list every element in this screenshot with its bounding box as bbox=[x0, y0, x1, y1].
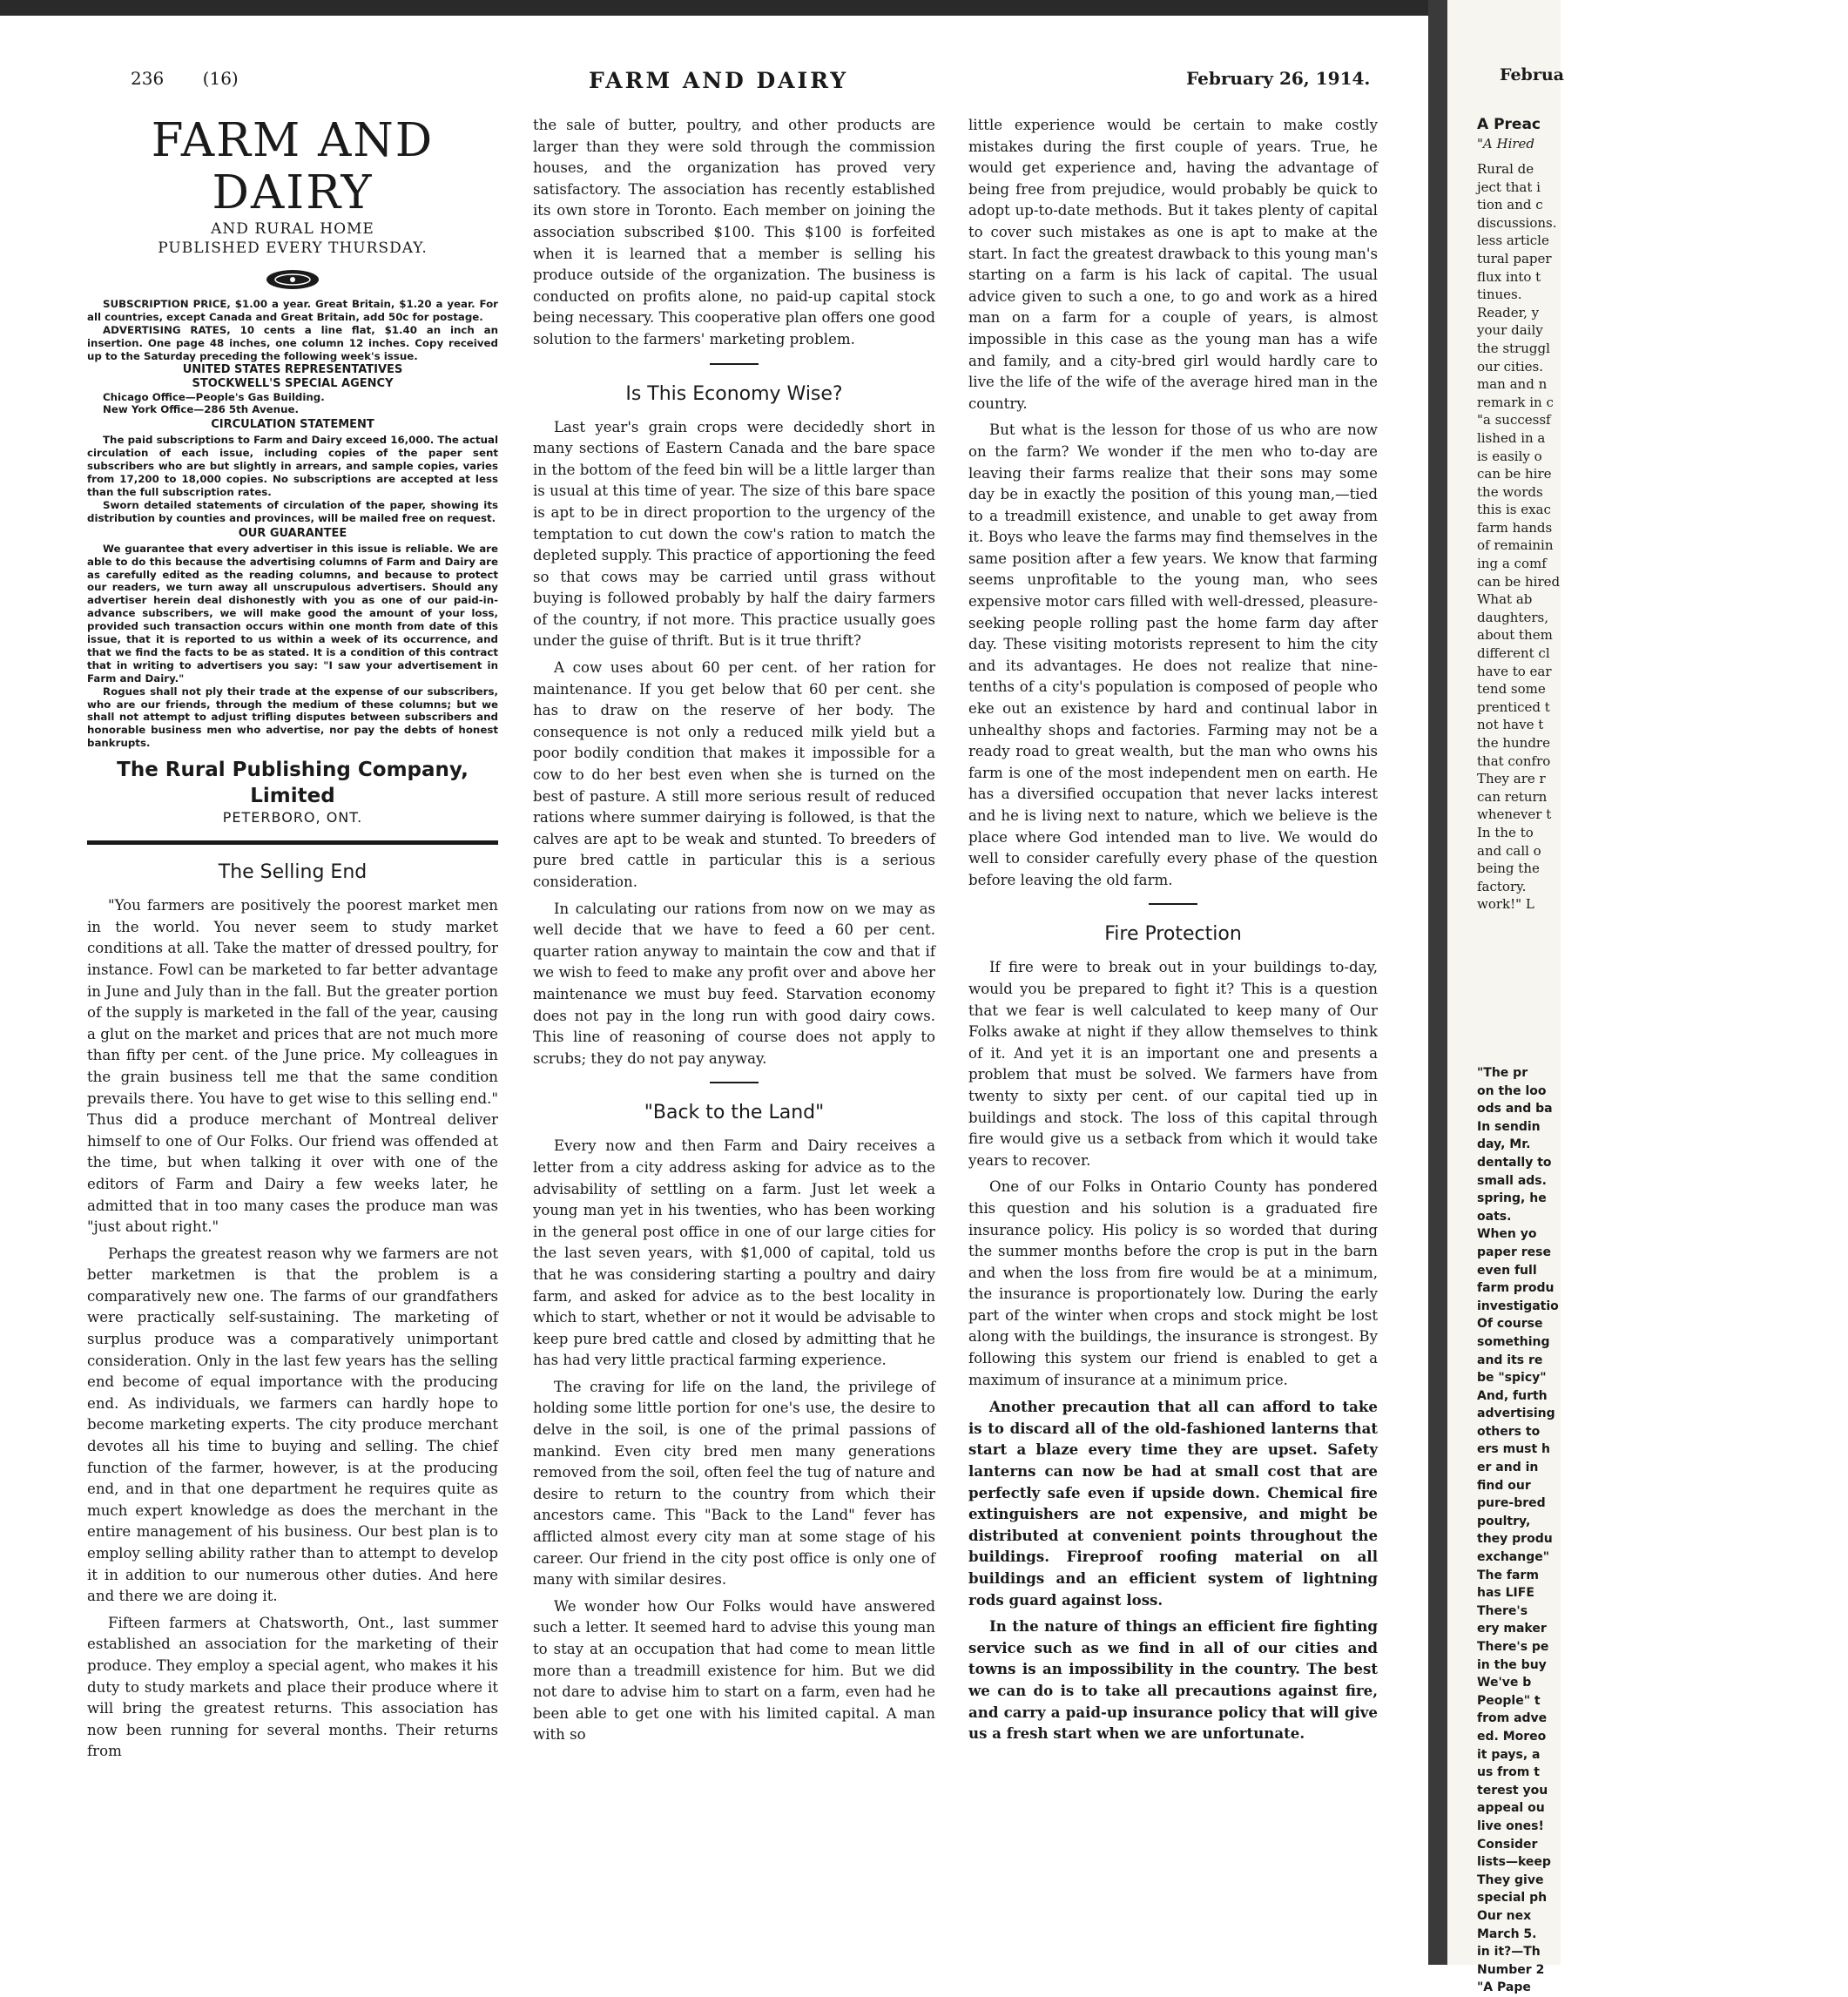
selling-end-headline: The Selling End bbox=[218, 861, 368, 884]
next-page-line: advertising bbox=[1477, 1407, 1555, 1421]
next-page-line: farm hands bbox=[1477, 519, 1553, 536]
next-page-line: work!" L bbox=[1477, 896, 1534, 913]
next-page-line: on the loo bbox=[1477, 1083, 1547, 1098]
next-page-line: "a successf bbox=[1477, 412, 1551, 428]
next-page-line: they produ bbox=[1477, 1532, 1553, 1547]
next-page-line: Of course bbox=[1477, 1317, 1543, 1332]
circulation-text: The paid subscriptions to Farm and Dairy exceed 16,000. The actual circulation of each issue, including copies of the paper sent subscribers who are but slightly in arrears, and sample copies, varies from 17,200 to 18,000 copies. No subscriptions are accepted at less than the full subscription rates. bbox=[87, 434, 498, 498]
next-page-line: They give bbox=[1477, 1872, 1544, 1887]
masthead-title: FARM AND DAIRY bbox=[151, 114, 435, 219]
back-to-land-paragraph: But what is the lesson for those of us who are now on the farm? We wonder if the men who to-day are leaving their farms realize that their sons may some day be in exactly the position of this young man,—tied to a treadmill existence, and unable to get away from it. Boys who leave the farms may find themselves in the same position after a few years. We know that farming seems unprofitable to the young man, who sees expensive motor cars filled with well-dressed, pleasure-seeking people rolling past the home farm day after day. These visiting motorists represent to him the city and its advantages. He does not realize that nine-tenths of a city's population is composed of people who eke out an existence by hard and continual labor in unhealthy shops and factories. Farming may not be a ready road to great wealth, but the man who owns his farm is one of the most independent men on earth. He has a diversified occupation that never lacks interest and he is living next to nature, which we believe is the place where God intended man to live. We would do well to consider carefully every phase of the question before leaving the old farm. bbox=[968, 422, 1378, 888]
next-page-line: man and n bbox=[1477, 376, 1548, 393]
next-page-column-bottom bbox=[1477, 1064, 1825, 1997]
next-page-line: in the buy bbox=[1477, 1657, 1547, 1672]
guarantee-text: We guarantee that every advertiser in this issue is reliable. We are able to do this because the advertising columns of Farm and Dairy are as carefully edited as the reading columns, and because to protect our readers, we turn away all unscrupulous advertisers. Should any advertiser herein deal dishonestly with you as one of our paid-in-advance subscribers, we will make good the amount of your loss, provided such transaction occurs within one month from date of this issue, that it is reported to us within a week of its occurrence, and that we find the facts to be as stated. It is a condition of this contract that in writing to advertisers you say: "I saw your advertisement in Farm and Dairy." bbox=[87, 542, 498, 685]
next-page-edge bbox=[1447, 0, 1564, 1995]
next-page-line: different cl bbox=[1477, 645, 1550, 662]
next-page-line: ers must h bbox=[1477, 1442, 1551, 1457]
next-page-line: our cities. bbox=[1477, 358, 1543, 374]
next-page-line: oats. bbox=[1477, 1209, 1512, 1224]
next-page-line: pure-bred bbox=[1477, 1496, 1546, 1511]
next-page-line: ing a comf bbox=[1477, 556, 1547, 572]
fire-headline: Fire Protection bbox=[1104, 923, 1242, 946]
next-page-line: Number 2 bbox=[1477, 1962, 1545, 1977]
next-page-line: People" t bbox=[1477, 1693, 1541, 1708]
next-page-line: lists—keep bbox=[1477, 1855, 1551, 1870]
next-page-line: small ads. bbox=[1477, 1173, 1547, 1188]
economy-headline: Is This Economy Wise? bbox=[625, 382, 843, 405]
rogues-text: Rogues shall not ply their trade at the expense of our subscribers, who are our friends, through the medium of these columns; but we shall not attempt to adjust trifling disputes between subscribers and honorable business men who advertise, nor pay the debts of honest bankrupts. bbox=[87, 685, 498, 750]
next-page-line: "A Pape bbox=[1477, 1980, 1531, 1995]
next-page-line: be "spicy" bbox=[1477, 1371, 1547, 1386]
next-page-line: ject that i bbox=[1477, 179, 1541, 195]
fire-paragraph: In the nature of things an efficient fire fighting service such as we find in all of our cities and towns is an impossibility in the country. The best we can do is to take all precautions against fire, and carry a paid-up insurance policy that will give us a fresh start when we are unfortunate. bbox=[968, 1617, 1378, 1743]
article-separator bbox=[1149, 903, 1197, 905]
next-page-line: Our nex bbox=[1477, 1908, 1532, 1923]
next-page-line: paper rese bbox=[1477, 1245, 1551, 1259]
next-page-line: flux into t bbox=[1477, 268, 1541, 285]
next-page-line: even full bbox=[1477, 1263, 1537, 1278]
next-page-line: They are r bbox=[1477, 771, 1546, 787]
selling-end-paragraph: Fifteen farmers at Chatsworth, Ont., last summer established an association for the marketing of their produce. They employ a special agent, who makes it his duty to study markets and place their produce where it will bring the greatest returns. This association has now been running for several months. Their returns from bbox=[87, 1614, 498, 1760]
subscription-price: SUBSCRIPTION PRICE, $1.00 a year. Great Britain, $1.20 a year. For all countries, except Canada and Great Britain, add 50c for postage. bbox=[87, 298, 498, 323]
binding-gutter bbox=[1428, 0, 1447, 1965]
masthead-publication-note: PUBLISHED EVERY THURSDAY. bbox=[158, 240, 428, 257]
selling-end-paragraph: Perhaps the greatest reason why we farmers are not better marketmen is that the problem is a comparatively new one. The farms of our grandfathers were practically self-sustaining. The marketing of surplus produce was a comparatively unimportant consideration. Only in the last few years has the selling end become of equal importance with the producing end. As individuals, we farmers can hardly hope to become marketing experts. The city produce merchant devotes all his time to buying and selling. The chief function of the farmer, however, is at the producing end, and in that one department he requires quite as much expert knowledge as does the merchant in the entire management of his business. Our best plan is to employ selling ability rather than to attempt to develop it in addition to our numerous other duties. And here and there we are doing it. bbox=[87, 1245, 498, 1605]
next-page-line: being the bbox=[1477, 860, 1540, 877]
next-page-line: There's bbox=[1477, 1603, 1528, 1618]
next-page-line: The farm bbox=[1477, 1568, 1539, 1582]
next-page-line: special ph bbox=[1477, 1891, 1548, 1906]
next-page-line: factory. bbox=[1477, 878, 1527, 894]
next-page-line: the words bbox=[1477, 483, 1543, 500]
back-to-land-paragraph: The craving for life on the land, the privilege of holding some little portion for one's use, the desire to delve in the soil, is one of the primal passions of mankind. Even city bred men many generations removed from the soil, often feel the tug of nature and desire to return to the country from which their ancestors came. This "Back to the Land" fever has afflicted almost every city man at some stage of his career. Our friend in the city post office is only one of many with similar desires. bbox=[533, 1378, 935, 1589]
next-page-line: this is exac bbox=[1477, 502, 1551, 518]
next-page-line: exchange" bbox=[1477, 1550, 1550, 1565]
next-page-line: the hundre bbox=[1477, 735, 1550, 751]
publisher-location: PETERBORO, ONT. bbox=[222, 809, 363, 826]
next-page-line: What ab bbox=[1477, 591, 1533, 608]
representatives-heading: UNITED STATES REPRESENTATIVES bbox=[182, 362, 403, 376]
next-page-line: poultry, bbox=[1477, 1514, 1531, 1528]
advertising-rates: ADVERTISING RATES, 10 cents a line flat, $1.40 an inch an insertion. One page 48 inches, one column 12 inches. Copy received up to the Saturday preceding the following week's issue. bbox=[87, 323, 498, 362]
next-page-line: We've b bbox=[1477, 1676, 1532, 1690]
office-addresses bbox=[87, 391, 498, 417]
article-separator bbox=[710, 363, 759, 365]
guarantee-block bbox=[87, 543, 498, 751]
next-page-column-top bbox=[1477, 160, 1825, 914]
next-page-line: the struggl bbox=[1477, 340, 1550, 356]
fire-paragraph: If fire were to break out in your buildings to-day, would you be prepared to fight it? This is a question that we fear is well calculated to keep many of Our Folks awake at night if they allow themselves to think of it. And yet it is an important one and presents a problem that must be solved. We farmers have from twenty to sixty per cent. of our capital tied up in buildings and stock. The loss of this capital through fire would give us a setback from which it would take years to recover. bbox=[968, 959, 1378, 1169]
next-page-line: have to ear bbox=[1477, 663, 1552, 679]
next-page-line: can be hire bbox=[1477, 466, 1552, 482]
subscription-info bbox=[87, 298, 498, 363]
next-page-line: There's pe bbox=[1477, 1640, 1549, 1654]
next-page-line: of remainin bbox=[1477, 537, 1554, 554]
next-page-subhead: "A Hired bbox=[1477, 136, 1535, 152]
next-page-line: In sendin bbox=[1477, 1119, 1541, 1134]
next-page-line: find our bbox=[1477, 1478, 1531, 1493]
next-page-header: Februa bbox=[1500, 65, 1564, 84]
next-page-line: Consider bbox=[1477, 1837, 1538, 1852]
next-page-line: And, furth bbox=[1477, 1388, 1548, 1403]
next-page-line: can be hired bbox=[1477, 573, 1561, 590]
next-page-line: something bbox=[1477, 1334, 1550, 1349]
economy-paragraph: A cow uses about 60 per cent. of her ration for maintenance. If you get below that 60 per cent. she has to draw on the reserve of her body. The consequence is not only a reduced milk yield but a poor bodily condition that makes it impossible for a cow to do her best even when she is turned on the best of pasture. A still more serious result of reduced rations where summer dairying is followed, is that the calves are apt to be weak and stunted. To breeders of pure bred cattle in particular this is a serious consideration. bbox=[533, 659, 935, 890]
economy-paragraph: In calculating our rations from now on we may as well decide that we have to feed a 60 per cent. quarter ration anyway to maintain the cow and that if we wish to feed to make any profit over and above her maintenance we must buy feed. Starvation economy does not pay in the long run with good dairy cows. This line of reasoning of course does not apply to scrubs; they do not pay anyway. bbox=[533, 900, 935, 1067]
next-page-line: about them bbox=[1477, 627, 1553, 644]
back-to-land-paragraph: We wonder how Our Folks would have answered such a letter. It seemed hard to advise this young man to stay at an occupation that had come to mean little more than a treadmill existence for him. But we did not dare to advise him to start on a farm, even had he been able to get one with his limited capital. A man with so bbox=[533, 1597, 935, 1744]
next-page-line: farm produ bbox=[1477, 1281, 1555, 1296]
running-title: FARM AND DAIRY bbox=[589, 68, 849, 93]
next-page-line: and its re bbox=[1477, 1353, 1543, 1367]
next-page-headline: A Preac bbox=[1477, 116, 1541, 133]
circulation-statement bbox=[87, 434, 498, 524]
next-page-line: tion and c bbox=[1477, 197, 1543, 213]
next-page-line: tural paper bbox=[1477, 250, 1552, 266]
next-page-line: from adve bbox=[1477, 1711, 1548, 1726]
next-page-line: tinues. bbox=[1477, 287, 1522, 303]
next-page-line: ods and ba bbox=[1477, 1102, 1553, 1117]
next-page-line: can return bbox=[1477, 788, 1548, 805]
next-page-line: remark in c bbox=[1477, 394, 1554, 410]
next-page-line: daughters, bbox=[1477, 609, 1549, 625]
next-page-line: investigatio bbox=[1477, 1299, 1559, 1313]
back-to-land-continued: little experience would be certain to make costly mistakes during the first couple of years. True, he would get experience and, having the advantage of being free from prejudice, would probably be quick to adopt up-to-date methods. But it takes plenty of capital to cover such mistakes as one is apt to make at the start. In fact the greatest drawback to this young man's starting on a farm is his lack of capital. The usual advice given to such a one, to go and work as a hired man on a farm for a couple of years, is almost impossible in this case as the young man has a wife and family, and a city-bred girl would hardly care to live the life of the wife of the average hired man in the country. bbox=[968, 117, 1378, 412]
next-page-line: less article bbox=[1477, 233, 1549, 249]
next-page-line: discussions. bbox=[1477, 214, 1557, 231]
circulation-heading: CIRCULATION STATEMENT bbox=[211, 418, 374, 432]
next-page-line: others to bbox=[1477, 1424, 1541, 1439]
next-page-line: In the to bbox=[1477, 824, 1534, 840]
next-page-line: us from t bbox=[1477, 1765, 1540, 1780]
sworn-statement: Sworn detailed statements of circulation of the paper, showing its distribution by counties and provinces, will be mailed free on request. bbox=[87, 498, 498, 524]
column-right bbox=[968, 115, 1378, 1750]
fire-paragraph: One of our Folks in Ontario County has pondered this question and his solution is a graduated fire insurance policy. His policy is so worded that during the summer months before the crop is put in the barn and when the loss from fire would be at a minimum, the insurance is proportionately low. During the early part of the winter when crops and stock might be lost along with the buildings, the insurance is strongest. By following this system our friend is enabled to get a maximum of insurance at a minimum price. bbox=[968, 1178, 1378, 1388]
next-page-line: dentally to bbox=[1477, 1155, 1552, 1170]
guarantee-heading: OUR GUARANTEE bbox=[238, 526, 347, 540]
next-page-line: that confro bbox=[1477, 752, 1551, 769]
next-page-line: ery maker bbox=[1477, 1622, 1547, 1636]
section-divider bbox=[87, 840, 498, 845]
next-page-line: has LIFE bbox=[1477, 1586, 1534, 1601]
masthead-subtitle: AND RURAL HOME bbox=[211, 220, 374, 238]
next-page-line: er and in bbox=[1477, 1461, 1539, 1475]
next-page-line: lished in a bbox=[1477, 429, 1546, 446]
next-page-line: "The pr bbox=[1477, 1066, 1528, 1080]
chicago-office: Chicago Office—People's Gas Building. bbox=[103, 390, 325, 403]
next-page-line: March 5. bbox=[1477, 1926, 1537, 1941]
next-page-line: Rural de bbox=[1477, 161, 1534, 177]
back-to-land-paragraph: Every now and then Farm and Dairy receives a letter from a city address asking for advice as to the advisability of settling on a farm. Just let week a young man yet in his twenties, who has been working in the general post office in one of our large cities for the last seven years, with $1,000 of capital, told us that he was considering starting a poultry and dairy farm, and asked for advice as to the best locality in which to start, whether or not it would be advisable to keep pure bred cattle and closed by admitting that he has had very little practical farming experience. bbox=[533, 1137, 935, 1369]
newyork-office: New York Office—286 5th Avenue. bbox=[103, 403, 299, 416]
selling-end-continued: the sale of butter, poultry, and other products are larger than they were sold through the commission houses, and the organization has proved very satisfactory. The association has recently established its own store in Toronto. Each member on joining the association subscribed $100. This $100 is forfeited when it is learned that a member is selling his produce outside of the organization. The business is conducted on profits alone, no paid-up capital stock being necessary. This cooperative plan offers one good solution to the farmers' marketing problem. bbox=[533, 117, 935, 347]
next-page-line: terest you bbox=[1477, 1783, 1548, 1798]
publisher-name: The Rural Publishing Company, Limited bbox=[117, 759, 469, 808]
next-page-line: whenever t bbox=[1477, 806, 1552, 823]
next-page-line: is easily o bbox=[1477, 448, 1542, 464]
back-to-land-headline: "Back to the Land" bbox=[644, 1102, 825, 1124]
top-border bbox=[0, 0, 1561, 16]
next-page-line: in it?—Th bbox=[1477, 1945, 1541, 1960]
next-page-line: appeal ou bbox=[1477, 1801, 1545, 1816]
next-page-line: Reader, y bbox=[1477, 304, 1540, 320]
column-middle bbox=[533, 115, 935, 1751]
ornament-icon bbox=[264, 268, 321, 291]
next-page-line: day, Mr. bbox=[1477, 1137, 1531, 1152]
next-page-line: spring, he bbox=[1477, 1191, 1547, 1206]
page-number: 236 (16) bbox=[131, 68, 239, 89]
next-page-line: not have t bbox=[1477, 717, 1544, 733]
column-left bbox=[87, 115, 498, 1768]
fire-paragraph: Another precaution that all can afford to take is to discard all of the old-fashioned lanterns that start a blaze every time they are upset. Safety lanterns can now be had at small cost that are perfectly safe even if upside down. Chemical fire extinguishers are not expensive, and might be distributed at convenient points throughout the buildings. Fireproof roofing material on all buildings and an efficient system of lightning rods guard against loss. bbox=[968, 1398, 1378, 1609]
next-page-line: prenticed t bbox=[1477, 698, 1550, 715]
next-page-line: it pays, a bbox=[1477, 1747, 1541, 1762]
article-separator bbox=[710, 1082, 759, 1083]
selling-end-paragraph: "You farmers are positively the poorest market men in the world. You never seem to study market conditions at all. Take the matter of dressed poultry, for instance. Fowl can be marketed to far better advantage in June and July than in the fall. But the greater portion of the supply is marketed in the fall of the year, causing a glut on the market and prices that are not much more than fifty per cent. of the June price. My colleagues in the grain business tell me that the same condition prevails there. You have to get wise to this selling end." Thus did a produce merchant of Montreal deliver himself to one of Our Folks. Our friend was offended at the time, but when talking it over with one of the editors of Farm and Dairy a few weeks later, he admitted that in too many cases the produce man was "just about right." bbox=[87, 897, 498, 1236]
next-page-line: tend some bbox=[1477, 681, 1546, 698]
next-page-line: your daily bbox=[1477, 322, 1543, 339]
economy-paragraph: Last year's grain crops were decidedly short in many sections of Eastern Canada and the bare space in the bottom of the feed bin will be a little larger than is usual at this time of year. The size of this bare space is apt to be in direct proportion to the urgency of the temptation to cut down the cow's ration to match the depleted supply. This practice of apportioning the feed so that cows may be carried until grass without buying is followed probably by half the dairy farmers of the country, if not more. This practice usually goes under the guise of thrift. But is it true thrift? bbox=[533, 418, 935, 650]
next-page-line: live ones! bbox=[1477, 1818, 1544, 1833]
next-page-line: ed. Moreo bbox=[1477, 1729, 1547, 1744]
next-page-line: When yo bbox=[1477, 1227, 1537, 1242]
next-page-line: and call o bbox=[1477, 842, 1541, 859]
agency-name: STOCKWELL'S SPECIAL AGENCY bbox=[192, 376, 394, 390]
issue-date: February 26, 1914. bbox=[1186, 68, 1371, 89]
